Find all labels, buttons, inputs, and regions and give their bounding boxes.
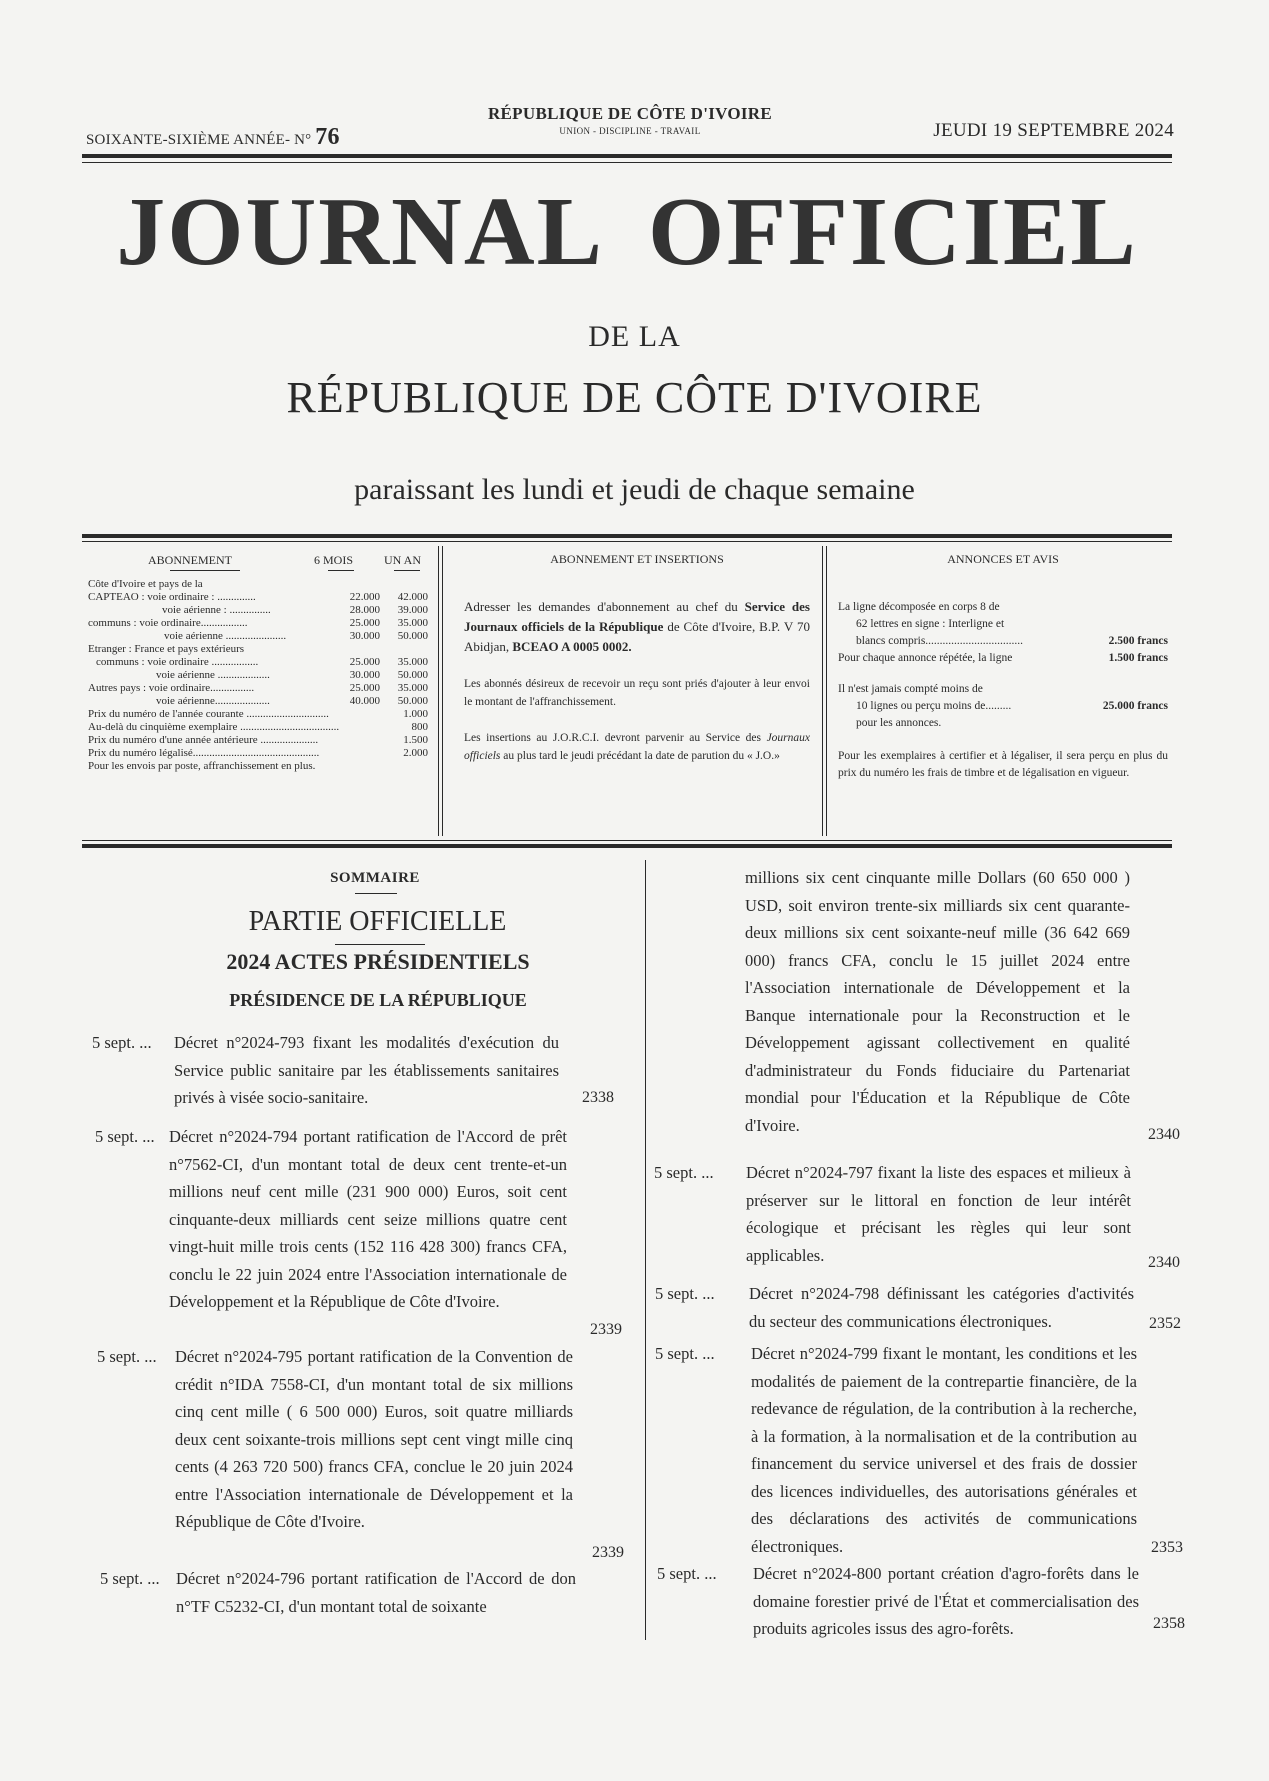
entry-date: 5 sept. ... xyxy=(655,1284,715,1303)
address-bceao: BCEAO A 0005 0002. xyxy=(512,639,632,654)
sommaire-entry xyxy=(654,1159,1184,1269)
subscription-label: communs : voie ordinaire ................. xyxy=(96,656,259,668)
masthead-de-la: DE LA xyxy=(588,320,681,353)
entry-text: millions six cent cinquante mille Dollars (60 650 000 ) USD, soit environ trente-six milliards six cent quarante-deux millions six cent soixante-neuf mille (36 642 669 000) francs CFA, conclu le 15 juillet 2024 entre l'Association internationale de Développement et la Banque internationale pour la Reconstruction et le Développement agissant collectivement en qualité d'administrateur du Fonds fiduciaire du Partenariat mondial pour l'Éducation et la République de Côte d'Ivoire. xyxy=(745,868,1130,1135)
entry-text: Décret n°2024-796 portant ratification de l'Accord de don n°TF C5232-CI, d'un montant total de soixante xyxy=(176,1569,576,1616)
subscription-un-an: 50.000 xyxy=(397,630,428,642)
subscription-row xyxy=(88,656,434,669)
header-rule xyxy=(82,154,1172,158)
entry-page: 2353 xyxy=(1151,1539,1183,1556)
deadline-emphasis: Journaux officiels xyxy=(464,732,811,762)
sommaire-entry xyxy=(97,1343,637,1563)
subscription-6-mois: 22.000 xyxy=(349,591,380,603)
column-divider xyxy=(645,860,646,1640)
insertions-title: ABONNEMENT ET INSERTIONS xyxy=(550,552,724,566)
issue-number: 76 xyxy=(315,124,340,150)
subscription-6-mois: 30.000 xyxy=(349,669,380,681)
subscription-un-an: 2.000 xyxy=(403,747,428,759)
annonce-line xyxy=(838,635,1168,652)
subscription-6-mois: 25.000 xyxy=(349,656,380,668)
subscription-row xyxy=(88,760,434,773)
annonces-column xyxy=(838,552,1168,782)
masthead-word-1: JOURNAL xyxy=(116,178,604,286)
entry-text: Décret n°2024-793 fixant les modalités d'exécution du Service public sanitaire par les établissements sanitaires privés à visée socio-sanitaire. xyxy=(174,1033,559,1107)
subscription-row xyxy=(88,591,434,604)
subscription-label: Pour les envois par poste, affranchissement en plus. xyxy=(88,760,316,772)
presidence-heading: PRÉSIDENCE DE LA RÉPUBLIQUE xyxy=(229,990,527,1010)
deadline-part-1: Les insertions au J.O.R.C.I. devront parvenir au Service des xyxy=(464,732,762,744)
entry-date: 5 sept. ... xyxy=(657,1564,717,1583)
partie-officielle: PARTIE OFFICIELLE xyxy=(248,906,507,937)
subscription-label: communs : voie ordinaire................. xyxy=(88,617,248,629)
sommaire-entry xyxy=(655,1280,1185,1338)
subscription-un-an: 35.000 xyxy=(397,682,428,694)
issue-line xyxy=(86,124,340,151)
entry-page: 2339 xyxy=(592,1544,624,1561)
annonce-price: 25.000 francs xyxy=(1102,700,1168,712)
insertions-column xyxy=(464,552,810,783)
subscription-un-an: 50.000 xyxy=(397,695,428,707)
subscription-row xyxy=(88,695,434,708)
entry-page: 2340 xyxy=(1148,1126,1180,1143)
sommaire-entry xyxy=(92,1029,632,1113)
annonce-text: pour les annonces. xyxy=(856,717,942,729)
col-un-an: UN AN xyxy=(384,553,422,567)
subscription-title: ABONNEMENT xyxy=(148,553,232,567)
box-bottom-rule-thin xyxy=(82,840,1172,841)
subscription-6-mois: 30.000 xyxy=(349,630,380,642)
subscription-un-an: 1.500 xyxy=(403,734,428,746)
box-top-rule-thin xyxy=(82,541,1172,542)
subscription-un-an: 800 xyxy=(411,721,428,733)
subscription-row xyxy=(88,578,434,591)
subscription-label: Au-delà du cinquième exemplaire .................................... xyxy=(88,721,340,733)
subscription-un-an: 1.000 xyxy=(403,708,428,720)
republic-name: RÉPUBLIQUE DE CÔTE D'IVOIRE xyxy=(487,104,773,123)
masthead-word-2: OFFICIEL xyxy=(647,178,1138,286)
box-bottom-rule xyxy=(82,844,1172,848)
subscription-label: CAPTEAO : voie ordinaire : .............. xyxy=(88,591,256,603)
subscription-6-mois: 25.000 xyxy=(349,617,380,629)
annonce-price: 2.500 francs xyxy=(1108,635,1168,647)
subscription-row xyxy=(88,604,434,617)
insertions-deadline xyxy=(464,729,810,765)
annonce-text: 62 lettres en signe : Interligne et xyxy=(856,618,1005,630)
box-top-rule xyxy=(82,534,1172,538)
address-line-1: Adresser les demandes d'abonnement au chef du xyxy=(464,599,738,614)
subscription-label: Prix du numéro légalisé.............................................. xyxy=(88,747,320,759)
annonce-line xyxy=(838,618,1168,635)
annonce-price: 1.500 francs xyxy=(1108,652,1168,664)
subscription-row xyxy=(88,669,434,682)
publication-frequency: paraissant les lundi et jeudi de chaque semaine xyxy=(354,473,915,506)
entry-text: Décret n°2024-794 portant ratification de l'Accord de prêt n°7562-CI, d'un montant total de deux cent trente-et-un millions neuf cent mille (231 900 000) Euros, soit cent cinquante-deux milliards cent seize millions quatre cent vingt-huit mille trois cents (152 116 428 300) francs CFA, conclu le 22 juin 2024 entre l'Association internationale de Développement et la République de Côte d'Ivoire. xyxy=(169,1127,567,1311)
subscription-label: voie aérienne : ............... xyxy=(162,604,271,616)
subscription-un-an: 39.000 xyxy=(397,604,428,616)
annonce-line xyxy=(838,652,1168,669)
masthead-republic: RÉPUBLIQUE DE CÔTE D'IVOIRE xyxy=(286,373,983,422)
republic-motto: UNION - DISCIPLINE - TRAVAIL xyxy=(559,126,701,136)
subscription-6-mois: 25.000 xyxy=(349,682,380,694)
sommaire-entry xyxy=(657,1560,1187,1644)
sommaire-entry xyxy=(655,1340,1185,1560)
deadline-part-2: au plus tard le jeudi précédant la date de parution du « J.O.» xyxy=(503,750,780,762)
subscription-label: Prix du numéro d'une année antérieure ..................... xyxy=(88,734,319,746)
entry-date: 5 sept. ... xyxy=(100,1569,160,1588)
entry-page: 2340 xyxy=(1148,1254,1180,1271)
subscription-label: Autres pays : voie ordinaire................ xyxy=(88,682,255,694)
subscription-un-an: 35.000 xyxy=(397,656,428,668)
annonce-line xyxy=(838,717,1168,734)
actes-presidentiels: 2024 ACTES PRÉSIDENTIELS xyxy=(226,949,530,974)
subscription-row xyxy=(88,630,434,643)
entry-text: Décret n°2024-800 portant création d'agro-forêts dans le domaine forestier privé de l'État et commercialisation des produits agricoles issus des agro-forêts. xyxy=(753,1564,1139,1638)
subscription-row xyxy=(88,617,434,630)
subscription-rows xyxy=(88,578,434,773)
entry-page: 2338 xyxy=(582,1089,614,1106)
annonce-text: La ligne décomposée en corps 8 de xyxy=(838,601,1000,613)
subscription-label: Prix du numéro de l'année courante .............................. xyxy=(88,708,329,720)
subscription-row xyxy=(88,708,434,721)
sommaire-underline xyxy=(355,893,397,894)
sommaire-entry xyxy=(100,1565,640,1625)
annonce-text: Il n'est jamais compté moins de xyxy=(838,683,983,695)
subscription-un-an: 50.000 xyxy=(397,669,428,681)
republic-header xyxy=(400,104,860,136)
col-6-mois: 6 MOIS xyxy=(314,553,354,567)
subscription-row xyxy=(88,643,434,656)
annonce-text: 10 lignes ou perçu moins de......... xyxy=(856,700,1012,712)
subscription-label: Etranger : France et pays extérieurs xyxy=(88,643,245,655)
subscription-label: voie aérienne.................... xyxy=(156,695,270,707)
subscription-row xyxy=(88,721,434,734)
subscription-un-an: 35.000 xyxy=(397,617,428,629)
entry-text: Décret n°2024-799 fixant le montant, les conditions et les modalités de paiement de la contrepartie financière, de la redevance de régulation, de la contribution à la recherche, à la formation, à la normalisation et de la contribution au financement du service universel et des frais de dossier des licences individuelles, des autorisations générales et des déclarations des activités de communications électroniques. xyxy=(751,1344,1137,1556)
insertions-receipt: Les abonnés désireux de recevoir un reçu sont priés d'ajouter à leur envoi le montant de l'affranchissement. xyxy=(464,678,810,708)
year-prefix: SOIXANTE-SIXIÈME ANNÉE- N° xyxy=(86,132,312,148)
address-line-3: de Côte d'Ivoire, B.P. V 70 Abidjan, xyxy=(464,619,810,654)
entry-page: 2339 xyxy=(590,1321,622,1338)
insertions-address xyxy=(464,597,810,657)
box-separator-1 xyxy=(438,546,439,836)
annonce-line xyxy=(838,683,1168,700)
subscription-label: voie aérienne ................... xyxy=(156,669,270,681)
entry-date: 5 sept. ... xyxy=(654,1163,714,1182)
subscription-row xyxy=(88,734,434,747)
subscription-6-mois: 28.000 xyxy=(349,604,380,616)
subscription-row xyxy=(88,682,434,695)
subscription-un-an: 42.000 xyxy=(397,591,428,603)
subscription-table xyxy=(88,552,434,773)
annonce-line xyxy=(838,601,1168,618)
annonces-title: ANNONCES ET AVIS xyxy=(947,552,1059,566)
sommaire-title: SOMMAIRE xyxy=(330,870,420,886)
subscription-row xyxy=(88,747,434,760)
annonce-line xyxy=(838,700,1168,717)
entry-date: 5 sept. ... xyxy=(95,1127,155,1146)
annonce-text: Pour chaque annonce répétée, la ligne xyxy=(838,652,1013,664)
subscription-label: Côte d'Ivoire et pays de la xyxy=(88,578,203,590)
entry-page: 2358 xyxy=(1153,1615,1185,1632)
entry-text: Décret n°2024-797 fixant la liste des espaces et milieux à préserver sur le littoral en fonction de leur intérêt écologique et précisant les règles qui leur sont applicables. xyxy=(746,1163,1131,1265)
issue-date: JEUDI 19 SEPTEMBRE 2024 xyxy=(933,120,1174,141)
box-separator-2 xyxy=(822,546,823,836)
sommaire-entry xyxy=(95,1123,635,1343)
subscription-label: voie aérienne ...................... xyxy=(164,630,287,642)
masthead-title xyxy=(82,178,1172,286)
entry-date: 5 sept. ... xyxy=(92,1033,152,1052)
annonce-text: blancs compris.................................. xyxy=(856,635,1024,647)
entry-page: 2352 xyxy=(1149,1315,1181,1332)
entry-text: Décret n°2024-798 définissant les catégories d'activités du secteur des communications électroniques. xyxy=(749,1284,1134,1331)
entry-date: 5 sept. ... xyxy=(655,1344,715,1363)
subscription-6-mois: 40.000 xyxy=(349,695,380,707)
header-rule-thin xyxy=(82,162,1172,163)
entry-text: Décret n°2024-795 portant ratification de la Convention de crédit n°IDA 7558-CI, d'un montant total de six millions cinq cent mille ( 6 500 000) Euros, soit quatre milliards deux cent soixante-trois millions sept cent vingt mille cinq cents (4 263 720 500) francs CFA, conclue le 20 juin 2024 entre l'Association internationale de Développement et la République de Côte d'Ivoire. xyxy=(175,1347,573,1531)
address-service: Service des Journaux officiels de la République xyxy=(464,599,810,634)
annonce-certification: Pour les exemplaires à certifier et à légaliser, il sera perçu en plus du prix du numéro les frais de timbre et de légalisation en vigueur. xyxy=(838,750,1168,779)
entry-date: 5 sept. ... xyxy=(97,1347,157,1366)
partie-underline xyxy=(335,944,425,945)
sommaire-entry-continued xyxy=(745,864,1185,1144)
